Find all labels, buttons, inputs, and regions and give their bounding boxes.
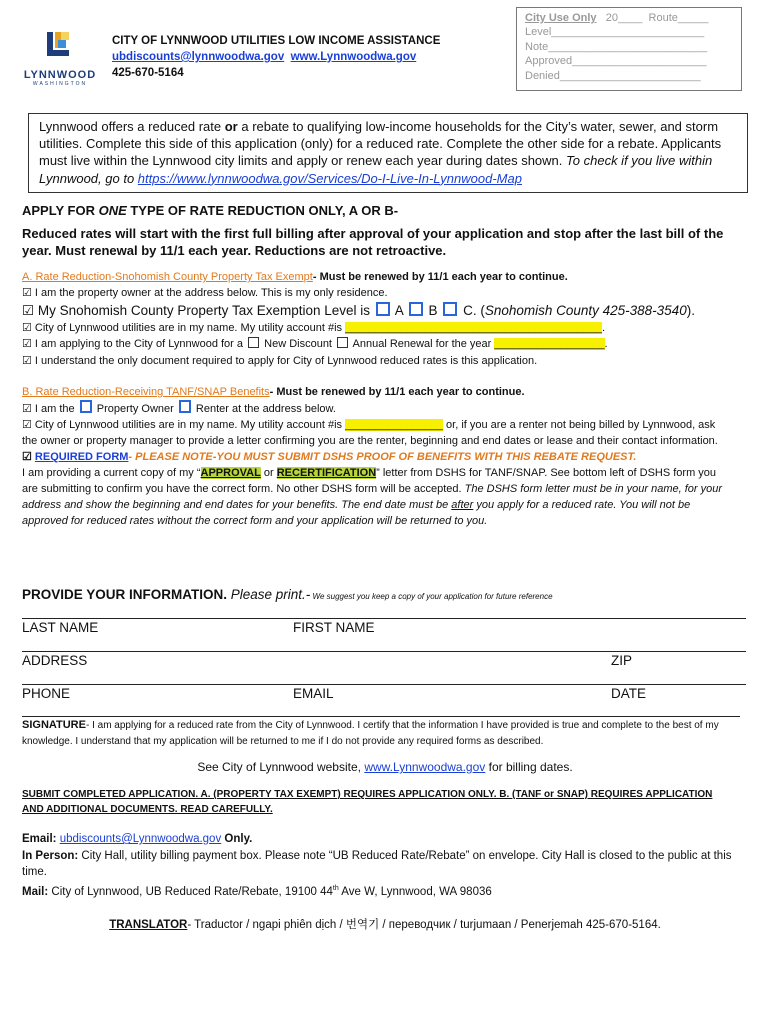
submit-instructions: SUBMIT COMPLETED APPLICATION. A. (PROPERTY TAX EXEMPT) REQUIRES APPLICATION ONLY. B. (TANF or SNAP) REQUIRES APPLICATION AND ADDITIONAL DOCUMENTS. READ CAREFULLY. <box>22 789 713 815</box>
city-use-route: Route_____ <box>648 12 709 24</box>
logo-text: LYNNWOOD <box>23 69 97 81</box>
city-use-approved: Approved______________________ <box>525 55 707 68</box>
section-a: A. Rate Reduction-Snohomish County Property Tax Exempt- Must be renewed by 11/1 each year to continue. ☑ I am the property owner at the address below. This is my only residence. ☑ My Snohomish County Property Tax Exemption Level is A B C. (Snohomish County 425-388-3540). ☑ City of Lynnwood utilities are in my name. My utility account #is __________________________________________. ☑ I am applying to the City of Lynnwood for a New Discount Annual Renewal for the year __________________. ☑ I understand the only document required to apply for City of Lynnwood reduced rates is this application. <box>22 269 750 369</box>
city-use-note: Note__________________________ <box>525 40 708 53</box>
translator-line: TRANSLATOR- Traductor / ngapi phiên dịch / 번역기 / переводчик / turjumaan / Penerjemah 425-670-5164. <box>109 919 661 931</box>
zip-label: ZIP <box>611 653 633 668</box>
section-a-line5: ☑ I understand the only document required to apply for City of Lynnwood reduced rates is this application. <box>22 354 538 367</box>
section-a-line1: ☑ I am the property owner at the address below. This is my only residence. <box>22 287 388 300</box>
required-form-label: REQUIRED FORM <box>34 451 129 463</box>
annual-renewal-checkbox[interactable] <box>337 337 348 348</box>
level-a-checkbox[interactable] <box>376 302 390 316</box>
logo <box>20 30 100 87</box>
translator-label: TRANSLATOR <box>109 919 188 931</box>
header-website-link[interactable]: www.Lynnwoodwa.gov <box>290 51 417 63</box>
lynnwood-logo-icon <box>20 30 100 64</box>
header-email-link[interactable]: ubdiscounts@lynnwoodwa.gov <box>112 51 285 63</box>
city-use-heading: City Use Only <box>525 12 597 24</box>
signature-line[interactable] <box>22 716 740 717</box>
reduced-rates-note: Reduced rates will start with the first full billing after approval of your application and stop after the last bill of the year. Must renewal by 11/1 each year. Reductions are not retroactive. <box>22 226 724 258</box>
header-phone: 425-670-5164 <box>112 67 184 79</box>
city-use-box <box>516 7 742 91</box>
contact-info: Email: ubdiscounts@Lynnwoodwa.gov Only. In Person: City Hall, utility billing payment box. Please note “UB Reduced Rate/Rebate” on envelope. City Hall is closed to the public at this time. Mail: City of Lynnwood, UB Reduced Rate/Rebate, 19100 44th Ave W, Lynnwood, WA 98036 <box>22 833 732 898</box>
address-label: ADDRESS <box>22 653 88 668</box>
signature-label: SIGNATURE <box>22 719 86 731</box>
name-line[interactable] <box>22 618 746 619</box>
last-name-label: LAST NAME <box>22 620 99 635</box>
email-label: EMAIL <box>293 686 334 701</box>
first-name-label: FIRST NAME <box>293 620 375 635</box>
see-website-link[interactable]: www.Lynnwoodwa.gov <box>364 760 486 774</box>
city-use-level: Level_________________________ <box>525 26 705 39</box>
section-b: B. Rate Reduction-Receiving TANF/SNAP Benefits- Must be renewed by 11/1 each year to continue. ☑ I am the Property Owner Renter at the address below. ☑ City of Lynnwood utilities are in my name. My utility account #is ________________ or, if you are a renter not being billed by Lynnwood, ask the owner or property manager to provide a letter confirming you are the renter, beginning and end dates or lease and their contact information. ☑ REQUIRED FORM- PLEASE NOTE-YOU MUST SUBMIT DSHS PROOF OF BENEFITS WITH THIS REBATE REQUEST. I am providing a current copy of my “APPROVAL or RECERTIFICATION” letter from DSHS for TANF/SNAP. See bottom left of DSHS form you are submitting to confirm you have the correct form. No other DSHS form will be accepted. The DSHS form letter must be in your name, for your address and show the beginning and end dates for your benefits. The end date must be after you apply for a reduced rate. You will not be approved for reduced rates without the correct form and your application will be returned to you. <box>22 386 723 527</box>
lynnwood-map-link[interactable]: https://www.lynnwoodwa.gov/Services/Do-I-Live-In-Lynnwood-Map <box>137 170 522 186</box>
page-title: CITY OF LYNNWOOD UTILITIES LOW INCOME ASSISTANCE <box>112 35 441 47</box>
phone-line[interactable] <box>22 684 746 685</box>
signature-text: SIGNATURE- I am applying for a reduced rate from the City of Lynnwood. I certify that the information I have provided is true and complete to the best of my knowledge. I understand that my application will be returned to me if I do not provide any required forms as described. <box>22 719 719 747</box>
section-b-title: B. Rate Reduction-Receiving TANF/SNAP Benefits <box>22 386 270 398</box>
property-owner-checkbox[interactable] <box>80 400 92 413</box>
level-b-checkbox[interactable] <box>409 302 423 316</box>
new-discount-checkbox[interactable] <box>248 337 259 348</box>
approval-highlight: APPROVAL <box>200 467 261 479</box>
renter-checkbox[interactable] <box>179 400 191 413</box>
city-use-year: 20____ <box>605 12 643 24</box>
account-number-field-a[interactable]: __________________________________________ <box>345 321 603 334</box>
address-line[interactable] <box>22 651 746 652</box>
provide-heading: PROVIDE YOUR INFORMATION. Please print.- We suggest you keep a copy of your application for future reference <box>22 587 553 602</box>
see-website: See City of Lynnwood website, www.Lynnwoodwa.gov for billing dates. <box>197 760 573 774</box>
apply-heading: APPLY FOR ONE TYPE OF RATE REDUCTION ONLY, A OR B- <box>22 203 399 218</box>
renewal-year-field[interactable]: __________________ <box>494 338 605 351</box>
section-a-title: A. Rate Reduction-Snohomish County Property Tax Exempt <box>22 271 313 283</box>
city-use-denied: Denied_______________________ <box>525 69 701 82</box>
level-c-checkbox[interactable] <box>443 302 457 316</box>
logo-subtext: WASHINGTON <box>32 81 88 87</box>
intro-box: Lynnwood offers a reduced rate or a rebate to qualifying low-income households for the City’s water, sewer, and storm utilities. Complete this side of this application (only) for a reduced rate. Complete the other side for a rebate. Applicants must live within the Lynnwood city limits and apply or renew each year during dates shown. To check if you live within Lynnwood, go to https://www.lynnwoodwa.gov/Services/Do-I-Live-In-Lynnwood-Map <box>28 113 748 193</box>
recertification-highlight: RECERTIFICATION <box>276 467 377 479</box>
contact-email-link[interactable]: ubdiscounts@Lynnwoodwa.gov <box>59 833 222 845</box>
date-label: DATE <box>611 686 647 701</box>
account-number-field-b[interactable]: ________________ <box>345 419 443 431</box>
phone-label: PHONE <box>22 686 71 701</box>
